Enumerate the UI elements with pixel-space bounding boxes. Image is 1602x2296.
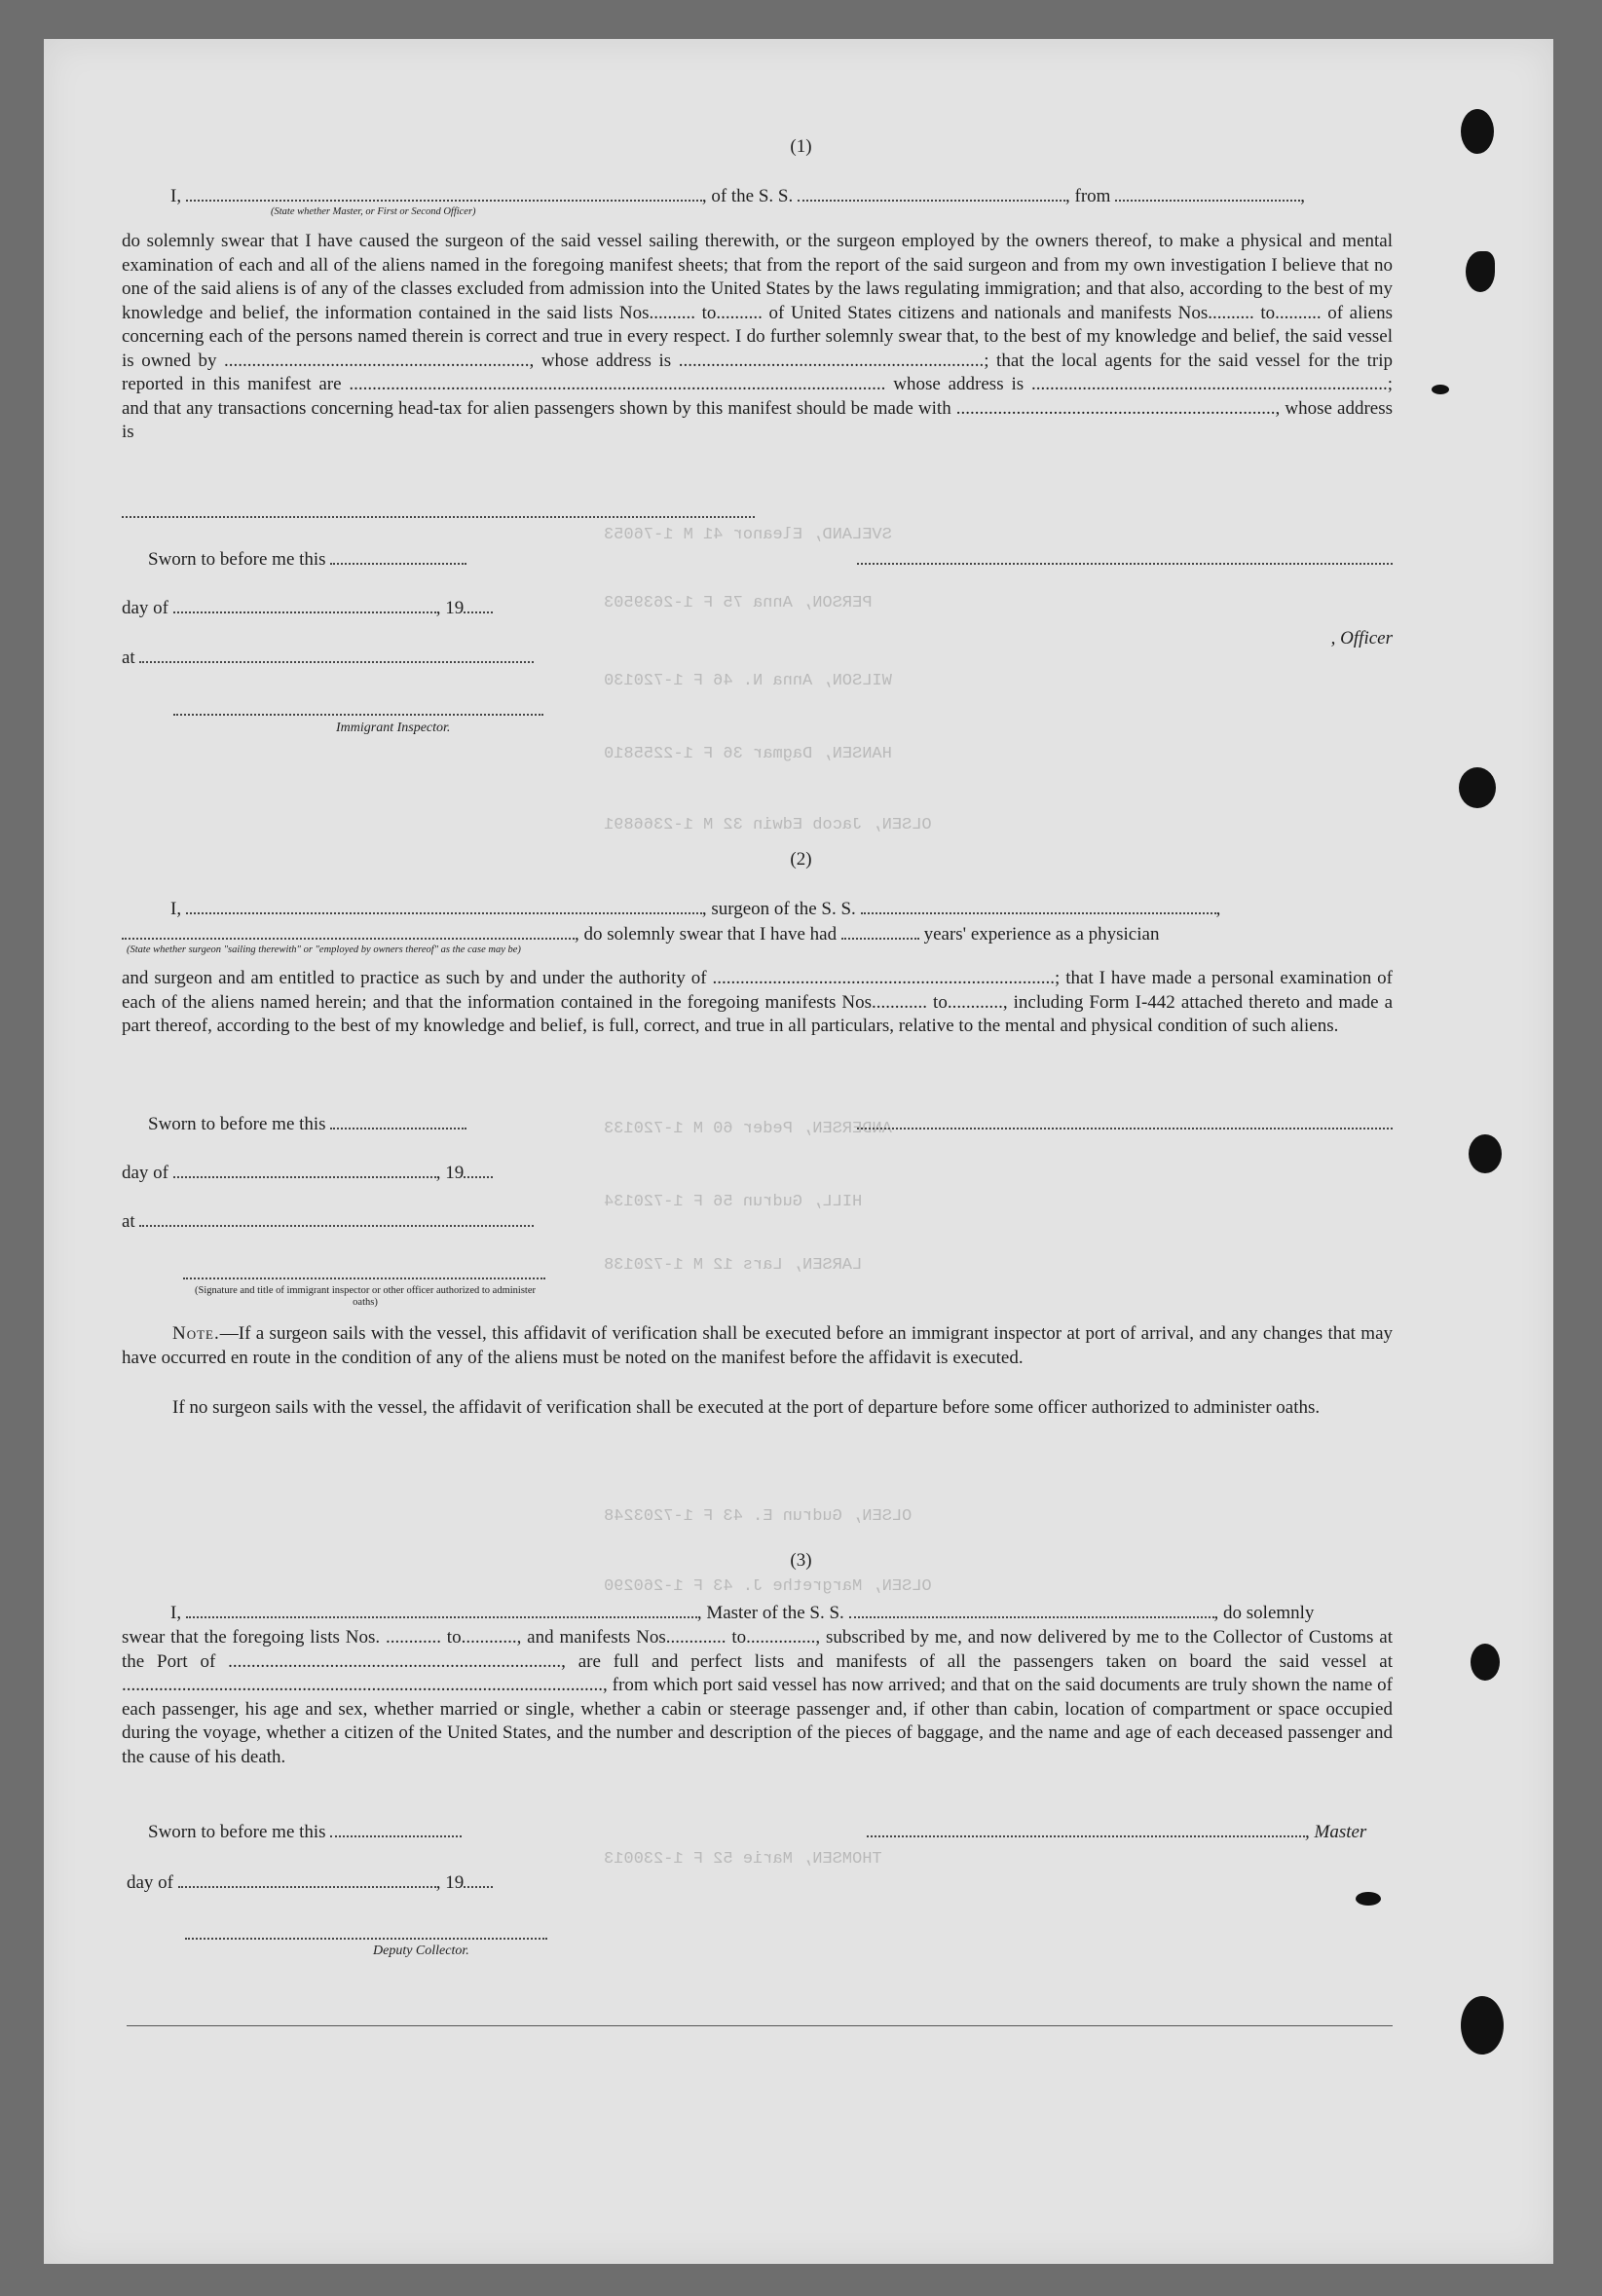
collector-caption: Deputy Collector. [373, 1944, 469, 1958]
note-lead: Note. [172, 1323, 220, 1344]
swear-label: , do solemnly swear that I have had [575, 924, 838, 944]
surgeon-name-field[interactable] [186, 901, 702, 914]
month-field[interactable] [173, 600, 436, 613]
sworn-label: Sworn to before me this [148, 549, 326, 570]
bleed-through-text: OLSEN, Margrethe J. 43 F 1-260290 [604, 1577, 932, 1596]
section-2-number: (2) [790, 849, 812, 870]
punch-hole [1459, 767, 1496, 808]
bleed-through-text: THOMSEN, Marie 52 F 1-230013 [604, 1850, 882, 1869]
day-of-line-3 [127, 1871, 555, 1895]
inspector-caption: Immigrant Inspector. [336, 721, 451, 735]
note-text-1: —If a surgeon sails with the vessel, this affidavit of verification shall be executed before an immigrant inspector at port of arrival, and any changes that may have occurred en route in the condition of any of the aliens must be noted on the manifest before the affidavit is executed. [122, 1323, 1393, 1368]
year-label: , 19 [435, 598, 465, 618]
surgeon-status-field[interactable] [122, 926, 575, 940]
surgeon-signature-line [857, 1113, 1393, 1136]
from-label: , from [1065, 186, 1111, 206]
section-1-oath-body: do solemnly swear that I have caused the surgeon of the said vessel sailing therewith, or the surgeon employed by the owners thereof, to make a physical and mental examination of each and all of the aliens named in the foregoing manifest sheets; that from the report of the said surgeon and from my own investigation I believe that no one of the said aliens is of any of the classes excluded from admission into the United States by the laws regulating immigration; and that also, according to the best of my knowledge and belief, the information contained in the said lists Nos.......... to.......... of United States citizens and nationals and manifests Nos.......... to.......... of aliens concerning each of the persons named therein is correct and true in every respect. I do further solemnly swear that, to the best of my knowledge and belief, the said vessel is owned by .................................................................., whose address is ..................................................................; that the local agents for the said vessel for the trip reported in this manifest are .................................................................................................................... whose address is .............................................................................; and that any transactions concerning head-tax for alien passengers shown by this manifest should be made with ....................................................................., whose address is [122, 231, 1393, 442]
officer-label: , Officer [1330, 628, 1393, 648]
year-field[interactable] [464, 1165, 493, 1178]
master-label: , Master of the S. S. [696, 1603, 844, 1623]
note-paragraph-1 [122, 1322, 1393, 1370]
officer-name-field[interactable] [186, 188, 702, 202]
departure-port-field[interactable] [1115, 188, 1300, 202]
inspector-signature-line[interactable] [173, 714, 543, 716]
officer-line [857, 548, 1393, 572]
bleed-through-text: PERSON, Anna 75 F 1-2639503 [604, 594, 873, 612]
punch-hole [1432, 385, 1449, 394]
year-field[interactable] [464, 600, 493, 613]
officer-signature-field[interactable] [857, 551, 1393, 565]
month-field[interactable] [178, 1874, 436, 1888]
master-title-label: , Master [1305, 1822, 1367, 1842]
surgeon-caption: (State whether surgeon "sailing therewith" or "employed by owners thereof" as the case may be) [127, 944, 521, 955]
oath-pronoun: I, [170, 186, 182, 206]
vessel-name-field[interactable] [861, 901, 1216, 914]
section-1-oath-line [122, 185, 1393, 208]
surgeon-signature-field[interactable] [857, 1116, 1393, 1129]
sworn-line-2 [148, 1113, 557, 1136]
day-of-line-2 [122, 1162, 550, 1185]
officer-caption: (State whether Master, or First or Second Officer) [271, 206, 476, 217]
bleed-through-text: OLSEN, Gudrun E. 43 F 1-7203248 [604, 1507, 913, 1526]
authorized-officer-signature-line[interactable] [183, 1278, 545, 1279]
bleed-through-text: WILSON, Anna N. 46 F 1-720130 [604, 672, 892, 690]
surgeon-label: , surgeon of the S. S. [701, 899, 856, 919]
at-line-1 [122, 647, 550, 670]
bleed-through-text: SVELAND, Eleanor 41 M 1-76053 [604, 526, 892, 544]
note-paragraph-2 [122, 1396, 1393, 1421]
section-2-oath-line [122, 898, 1393, 921]
month-field[interactable] [173, 1165, 436, 1178]
section-2-oath-body: and surgeon and am entitled to practice as such by and under the authority of ..........................................................................; that I have made a personal examination of each of the aliens named herein; and that the information contained in the foregoing manifests Nos............ to............, including Form I-442 attached thereto and made a part thereof, according to the best of my knowledge and belief, is full, correct, and true in all particulars, relative to the mental and physical condition of such aliens. [122, 968, 1393, 1036]
oath-pronoun: I, [170, 899, 182, 919]
year-field[interactable] [464, 1874, 493, 1888]
punch-hole [1356, 1892, 1381, 1906]
master-name-field[interactable] [186, 1605, 697, 1618]
bleed-through-text: HANSEN, Dagmar 36 F 1-2255810 [604, 745, 892, 763]
at-label: at [122, 648, 135, 668]
bleed-through-text: LARSEN, Lars 12 M 1-720138 [604, 1256, 863, 1275]
punch-hole [1466, 251, 1495, 292]
punch-hole [1469, 1134, 1502, 1173]
section-3-number: (3) [790, 1550, 812, 1571]
punch-hole [1471, 1644, 1500, 1681]
sworn-day-field[interactable] [330, 1824, 462, 1837]
at-line-2 [122, 1210, 550, 1234]
officer-title-line [857, 627, 1393, 650]
master-signature-line [867, 1821, 1393, 1844]
punch-hole [1461, 1996, 1504, 2055]
do-solemnly-label: , do solemnly [1213, 1603, 1315, 1623]
punctuation: , [1300, 186, 1305, 206]
years-field[interactable] [841, 926, 919, 940]
authorized-officer-caption: (Signature and title of immigrant inspector or other officer authorized to administer oaths) [195, 1285, 536, 1308]
master-signature-field[interactable] [867, 1824, 1305, 1837]
year-label: , 19 [435, 1163, 465, 1183]
sworn-line-3 [148, 1821, 557, 1844]
sworn-day-field[interactable] [330, 1116, 466, 1129]
punctuation: , [1215, 899, 1221, 919]
at-label: at [122, 1211, 135, 1232]
place-field[interactable] [139, 649, 534, 663]
vessel-name-field[interactable] [849, 1605, 1214, 1618]
sworn-label: Sworn to before me this [148, 1114, 326, 1134]
place-field[interactable] [139, 1213, 534, 1227]
day-of-label: day of [127, 1872, 174, 1893]
oath-pronoun: I, [170, 1603, 182, 1623]
collector-signature-line[interactable] [185, 1938, 547, 1940]
section-3-oath-body: swear that the foregoing lists Nos. ............ to............, and manifests Nos............. to..............., subscribed by me, and now delivered by me to the Collector of Customs at the Port of ........................................................................, are full and perfect lists and manifests of all the passengers taken on board the said vessel at ........................................................................................................, from which port said vessel has now arrived; and that on the said documents are truly shown the name of each passenger, his age and sex, whether married or single, whether a cabin or steerage passenger and, if other than cabin, location of compartment or space occupied during the voyage, whether a citizen of the United States, and the number and description of the pieces of baggage, and the name and age of each deceased passenger and the cause of his death. [122, 1627, 1393, 1767]
year-label: , 19 [435, 1872, 465, 1893]
bottom-rule [127, 2025, 1393, 2026]
sworn-day-field[interactable] [330, 551, 466, 565]
section-2-swear-line [122, 923, 1393, 946]
day-of-line-1 [122, 597, 550, 620]
bleed-through-text: HILL, Gudrun 56 F 1-720134 [604, 1193, 863, 1211]
day-of-label: day of [122, 598, 169, 618]
vessel-name-field[interactable] [798, 188, 1065, 202]
vessel-label: , of the S. S. [701, 186, 794, 206]
years-label: years' experience as a physician [923, 924, 1160, 944]
bleed-through-text: OLSEN, Jacob Edwin 32 M 1-2366891 [604, 816, 932, 834]
section-1-number: (1) [790, 136, 812, 157]
section-3-oath-line [122, 1602, 1393, 1625]
address-signature-line[interactable] [122, 516, 755, 518]
note-text-2: If no surgeon sails with the vessel, the affidavit of verification shall be executed at the port of departure before some officer authorized to administer oaths. [172, 1397, 1321, 1418]
sworn-label: Sworn to before me this [148, 1822, 326, 1842]
day-of-label: day of [122, 1163, 169, 1183]
bleed-through-text: ANDERSEN, Peder 60 M 1-720133 [604, 1120, 892, 1138]
sworn-line-1 [148, 548, 557, 572]
